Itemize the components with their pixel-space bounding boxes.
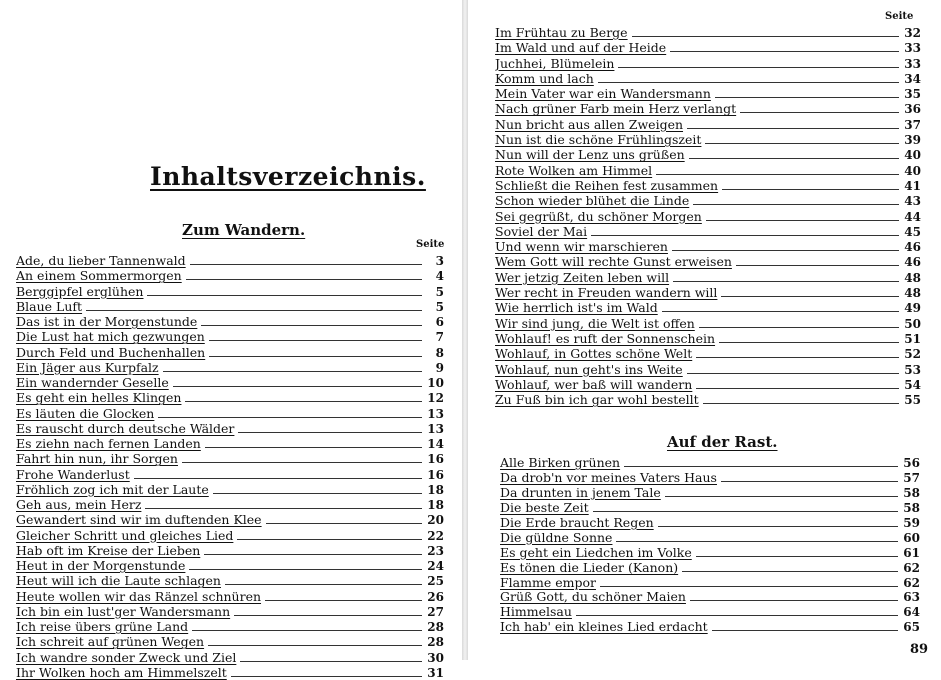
entry-title: Die Lust hat mich gezwungen <box>16 329 205 345</box>
entry-title: Es ziehn nach fernen Landen <box>16 436 201 451</box>
toc-entry <box>16 619 444 634</box>
toc-entry <box>495 331 921 346</box>
entry-page-number: 28 <box>427 635 444 650</box>
entry-title: Juchhei, Blümelein <box>495 55 615 71</box>
leader-line <box>591 234 899 236</box>
entry-page-number: 63 <box>903 590 920 605</box>
entry-title: Durch Feld und Buchenhallen <box>16 344 206 360</box>
entry-title: Und wenn wir marschieren <box>495 239 668 255</box>
toc-entry <box>500 516 920 531</box>
entry-page-number: 40 <box>904 148 921 163</box>
entry-page-number: 13 <box>427 406 444 421</box>
leader-line <box>662 310 899 312</box>
toc-entry <box>16 467 444 482</box>
entry-page-number: 50 <box>904 316 921 331</box>
toc-entry <box>495 40 921 55</box>
entry-title: Wer recht in Freuden wandern will <box>495 285 718 301</box>
toc-entry <box>495 132 921 147</box>
entry-title: Nach grüner Farb mein Herz verlangt <box>495 101 737 117</box>
entry-title: Geh aus, mein Herz <box>16 497 142 512</box>
entry-page-number: 13 <box>427 421 444 436</box>
leader-line <box>86 309 422 311</box>
entry-title: Es rauscht durch deutsche Wälder <box>16 420 235 436</box>
entry-title: Heute wollen wir das Ränzel schnüren <box>16 588 262 604</box>
entry-page-number: 44 <box>904 209 921 224</box>
entry-page-number: 49 <box>904 301 921 316</box>
toc-entry <box>495 285 921 300</box>
leader-line <box>715 96 899 98</box>
entry-title: Berggipfel erglühen <box>16 283 144 299</box>
entry-page-number: 8 <box>435 345 444 360</box>
toc-entry <box>500 471 920 486</box>
entry-title: Hab oft im Kreise der Lieben <box>16 542 201 558</box>
entry-title: Nun bricht aus allen Zweigen <box>495 116 684 132</box>
toc-list-wandern-continued <box>495 25 921 407</box>
leader-line <box>134 477 422 479</box>
toc-entry <box>16 573 444 588</box>
page-column-label: Seite <box>416 239 445 250</box>
entry-page-number: 16 <box>427 452 444 467</box>
toc-entry <box>495 117 921 132</box>
leader-line <box>204 553 422 555</box>
entry-page-number: 35 <box>904 87 921 102</box>
entry-title: Ich reise übers grüne Land <box>16 619 189 634</box>
entry-page-number: 33 <box>904 41 921 56</box>
entry-title: Fahrt hin nun, ihr Sorgen <box>16 451 178 467</box>
entry-title: Da drob'n vor meines Vaters Haus <box>500 470 717 485</box>
leader-line <box>185 400 422 402</box>
toc-entry <box>495 316 921 331</box>
entry-page-number: 62 <box>903 560 920 575</box>
entry-title: Soviel der Mai <box>495 223 588 239</box>
toc-entry <box>495 300 921 315</box>
leader-line <box>699 326 899 328</box>
leader-line <box>690 599 898 601</box>
entry-page-number: 4 <box>435 269 444 284</box>
entry-page-number: 27 <box>427 604 444 619</box>
leader-line <box>665 495 898 497</box>
toc-entry <box>500 531 920 546</box>
entry-page-number: 30 <box>427 650 444 665</box>
leader-line <box>632 35 899 37</box>
entry-title: Wie herrlich ist's im Wald <box>495 300 658 316</box>
entry-page-number: 32 <box>904 26 921 40</box>
entry-title: Wohlauf, nun geht's ins Weite <box>495 361 683 377</box>
toc-entry <box>16 451 444 466</box>
entry-title: Die Erde braucht Regen <box>500 515 654 530</box>
entry-page-number: 40 <box>904 163 921 178</box>
leader-line <box>238 431 422 433</box>
entry-page-number: 31 <box>427 665 444 680</box>
entry-page-number: 56 <box>903 456 920 470</box>
entry-page-number: 37 <box>904 117 921 132</box>
leader-line <box>722 188 899 190</box>
toc-entry <box>500 546 920 561</box>
toc-entry <box>16 528 444 543</box>
entry-title: Alle Birken grünen <box>500 456 621 470</box>
entry-title: Schon wieder blühet die Linde <box>495 193 690 209</box>
leader-line <box>158 416 422 418</box>
entry-title: Grüß Gott, du schöner Maien <box>500 590 686 605</box>
toc-entry <box>500 620 920 635</box>
toc-entry <box>495 101 921 116</box>
toc-entry <box>495 25 921 40</box>
entry-page-number: 65 <box>903 620 920 635</box>
leader-line <box>266 522 422 524</box>
toc-entry <box>500 590 920 605</box>
entry-page-number: 34 <box>904 71 921 86</box>
leader-line <box>189 568 422 570</box>
entry-title: Da drunten in jenem Tale <box>500 485 661 500</box>
toc-entry <box>495 71 921 86</box>
entry-page-number: 5 <box>435 284 444 299</box>
leader-line <box>182 461 422 463</box>
toc-entry <box>500 561 920 576</box>
entry-page-number: 26 <box>427 589 444 604</box>
entry-title: Es geht ein Liedchen im Volke <box>500 545 692 560</box>
toc-entry <box>16 360 444 375</box>
entry-page-number: 58 <box>903 485 920 500</box>
toc-entry <box>16 634 444 649</box>
toc-entry <box>16 253 444 268</box>
page-column-label: Seite <box>885 11 914 22</box>
toc-entry <box>495 346 921 361</box>
leader-line <box>656 173 899 175</box>
toc-entry <box>500 576 920 591</box>
toc-entry <box>495 362 921 377</box>
entry-page-number: 33 <box>904 56 921 71</box>
entry-title: Zu Fuß bin ich gar wohl bestellt <box>495 392 699 408</box>
toc-entry <box>16 512 444 527</box>
toc-entry <box>16 589 444 604</box>
toc-entry <box>16 299 444 314</box>
leader-line <box>705 142 899 144</box>
leader-line <box>703 402 899 404</box>
entry-page-number: 3 <box>435 254 444 268</box>
toc-entry <box>495 147 921 162</box>
toc-entry <box>495 193 921 208</box>
entry-page-number: 10 <box>427 376 444 390</box>
entry-title: Mein Vater war ein Wandersmann <box>495 86 711 102</box>
entry-page-number: 48 <box>904 286 921 301</box>
entry-title: Wem Gott will rechte Gunst erweisen <box>495 254 732 270</box>
entry-page-number: 55 <box>904 393 921 408</box>
leader-line <box>237 538 422 540</box>
leader-line <box>173 385 422 387</box>
entry-page-number: 59 <box>903 515 920 530</box>
entry-title: Wohlauf, wer baß will wandern <box>495 376 693 392</box>
entry-page-number: 12 <box>427 391 444 406</box>
toc-entry <box>16 543 444 558</box>
entry-title: Frohe Wanderlust <box>16 466 130 482</box>
toc-entry <box>16 497 444 512</box>
leader-line <box>234 614 422 616</box>
toc-entry <box>16 650 444 665</box>
leader-line <box>740 111 899 113</box>
toc-entry <box>16 604 444 619</box>
entry-page-number: 22 <box>427 528 444 543</box>
toc-entry <box>495 239 921 254</box>
toc-entry <box>495 56 921 71</box>
leader-line <box>616 540 898 542</box>
entry-title: Nun ist die schöne Frühlingszeit <box>495 132 702 148</box>
leader-line <box>673 280 899 282</box>
entry-page-number: 46 <box>904 255 921 270</box>
toc-entry <box>16 314 444 329</box>
entry-title: Flamme empor <box>500 575 596 590</box>
toc-entry <box>495 392 921 407</box>
entry-title: Ein Jäger aus Kurpfalz <box>16 359 159 375</box>
toc-entry <box>495 209 921 224</box>
entry-page-number: 23 <box>427 543 444 558</box>
leader-line <box>209 355 422 357</box>
entry-page-number: 16 <box>427 467 444 482</box>
entry-page-number: 45 <box>904 224 921 239</box>
toc-entry <box>16 375 444 390</box>
entry-title: Wer jetzig Zeiten leben will <box>495 269 670 285</box>
entry-page-number: 61 <box>903 545 920 560</box>
leader-line <box>231 675 422 677</box>
leader-line <box>696 356 899 358</box>
entry-title: Ich bin ein lust'ger Wandersmann <box>16 603 231 619</box>
entry-page-number: 54 <box>904 377 921 392</box>
entry-page-number: 51 <box>904 331 921 346</box>
entry-title: Himmelsau <box>500 605 572 620</box>
entry-page-number: 9 <box>435 360 444 375</box>
entry-title: Schließt die Reihen fest zusammen <box>495 177 719 193</box>
entry-title: Rote Wolken am Himmel <box>495 162 653 178</box>
toc-entry <box>16 482 444 497</box>
entry-title: Im Frühtau zu Berge <box>495 25 628 40</box>
entry-page-number: 43 <box>904 194 921 209</box>
entry-title: Gleicher Schritt und gleiches Lied <box>16 527 234 543</box>
entry-page-number: 58 <box>903 500 920 515</box>
leader-line <box>687 372 899 374</box>
toc-entry <box>16 268 444 283</box>
entry-title: Blaue Luft <box>16 298 83 314</box>
leader-line <box>208 644 422 646</box>
toc-entry <box>500 486 920 501</box>
leader-line <box>576 614 898 616</box>
leader-line <box>696 387 899 389</box>
entry-title: Komm und lach <box>495 70 594 86</box>
entry-title: Ihr Wolken hoch am Himmelszelt <box>16 664 227 680</box>
entry-page-number: 5 <box>435 299 444 314</box>
leader-line <box>213 492 422 494</box>
leader-line <box>600 585 898 587</box>
toc-entry <box>495 163 921 178</box>
entry-page-number: 20 <box>427 513 444 528</box>
leader-line <box>721 295 899 297</box>
entry-title: Ich schreit auf grünen Wegen <box>16 634 205 650</box>
entry-page-number: 18 <box>427 482 444 497</box>
leader-line <box>624 465 898 467</box>
entry-page-number: 14 <box>427 437 444 451</box>
toc-entry <box>16 329 444 344</box>
entry-title: Das ist in der Morgenstunde <box>16 314 198 329</box>
leader-line <box>209 339 422 341</box>
toc-entry <box>500 456 920 471</box>
entry-title: Im Wald und auf der Heide <box>495 40 667 56</box>
leader-line <box>689 157 899 159</box>
toc-entry <box>495 86 921 101</box>
leader-line <box>670 50 899 52</box>
entry-title: Ein wandernder Geselle <box>16 375 169 390</box>
entry-page-number: 46 <box>904 240 921 255</box>
right-page <box>468 0 941 660</box>
entry-page-number: 57 <box>903 470 920 485</box>
section-heading-wandern: Zum Wandern. <box>182 221 306 239</box>
leader-line <box>205 446 422 448</box>
entry-title: Ich wandre sonder Zweck und Ziel <box>16 649 237 665</box>
leader-line <box>696 555 898 557</box>
leader-line <box>712 629 898 631</box>
leader-line <box>145 507 422 509</box>
entry-page-number: 28 <box>427 620 444 634</box>
entry-title: Ade, du lieber Tannenwald <box>16 253 186 268</box>
leader-line <box>186 278 422 280</box>
page-title: Inhaltsverzeichnis. <box>150 162 426 191</box>
entry-title: Es läuten die Glocken <box>16 405 155 421</box>
entry-title: Es tönen die Lieder (Kanon) <box>500 560 679 575</box>
entry-title: Es geht ein helles Klingen <box>16 390 182 406</box>
leader-line <box>687 127 899 129</box>
leader-line <box>693 203 899 205</box>
left-page <box>0 0 462 680</box>
toc-entry <box>16 558 444 573</box>
entry-page-number: 64 <box>903 605 920 620</box>
toc-entry <box>495 377 921 392</box>
toc-list-wandern <box>16 253 444 680</box>
entry-title: Wir sind jung, die Welt ist offen <box>495 315 695 331</box>
leader-line <box>719 341 899 343</box>
entry-title: Heut in der Morgenstunde <box>16 558 186 573</box>
toc-entry <box>16 390 444 405</box>
entry-title: Heut will ich die Laute schlagen <box>16 573 221 589</box>
entry-title: Wohlauf! es ruft der Sonnenschein <box>495 330 716 346</box>
toc-entry <box>495 178 921 193</box>
section-heading-rast: Auf der Rast. <box>667 433 778 451</box>
entry-title: Fröhlich zog ich mit der Laute <box>16 481 209 497</box>
entry-page-number: 18 <box>427 498 444 512</box>
leader-line <box>598 81 899 83</box>
entry-page-number: 7 <box>435 330 444 345</box>
leader-line <box>225 583 422 585</box>
leader-line <box>147 294 422 296</box>
entry-page-number: 62 <box>903 575 920 590</box>
leader-line <box>658 525 898 527</box>
leader-line <box>682 570 898 572</box>
entry-page-number: 39 <box>904 133 921 148</box>
entry-title: Nun will der Lenz uns grüßen <box>495 147 685 163</box>
leader-line <box>672 249 899 251</box>
entry-title: Die beste Zeit <box>500 500 589 515</box>
entry-page-number: 60 <box>903 530 920 545</box>
toc-entry <box>500 605 920 620</box>
entry-title: Gewandert sind wir im duftenden Klee <box>16 512 262 528</box>
leader-line <box>201 324 422 326</box>
entry-page-number: 25 <box>427 574 444 589</box>
entry-page-number: 36 <box>904 102 921 117</box>
leader-line <box>163 370 422 372</box>
leader-line <box>265 599 422 601</box>
entry-page-number: 24 <box>427 559 444 573</box>
leader-line <box>618 66 899 68</box>
entry-title: Wohlauf, in Gottes schöne Welt <box>495 346 693 362</box>
leader-line <box>721 480 898 482</box>
toc-entry <box>16 436 444 451</box>
toc-entry <box>16 284 444 299</box>
entry-title: Die güldne Sonne <box>500 530 613 545</box>
entry-title: Sei gegrüßt, du schöner Morgen <box>495 208 702 224</box>
leader-line <box>706 219 899 221</box>
toc-entry <box>495 254 921 269</box>
entry-page-number: 41 <box>904 178 921 193</box>
entry-title: Ich hab' ein kleines Lied erdacht <box>500 620 708 635</box>
entry-title: An einem Sommermorgen <box>16 268 182 284</box>
entry-page-number: 52 <box>904 347 921 362</box>
toc-entry <box>16 345 444 360</box>
toc-entry <box>500 501 920 516</box>
leader-line <box>593 510 898 512</box>
entry-page-number: 48 <box>904 270 921 285</box>
toc-entry <box>16 665 444 680</box>
leader-line <box>192 629 422 631</box>
entry-page-number: 53 <box>904 362 921 377</box>
toc-entry <box>495 270 921 285</box>
toc-list-rast <box>500 456 920 635</box>
page-number: 89 <box>910 642 929 657</box>
toc-entry <box>495 224 921 239</box>
toc-entry <box>16 421 444 436</box>
entry-page-number: 6 <box>435 315 444 329</box>
leader-line <box>190 263 422 265</box>
toc-entry <box>16 406 444 421</box>
leader-line <box>736 264 899 266</box>
